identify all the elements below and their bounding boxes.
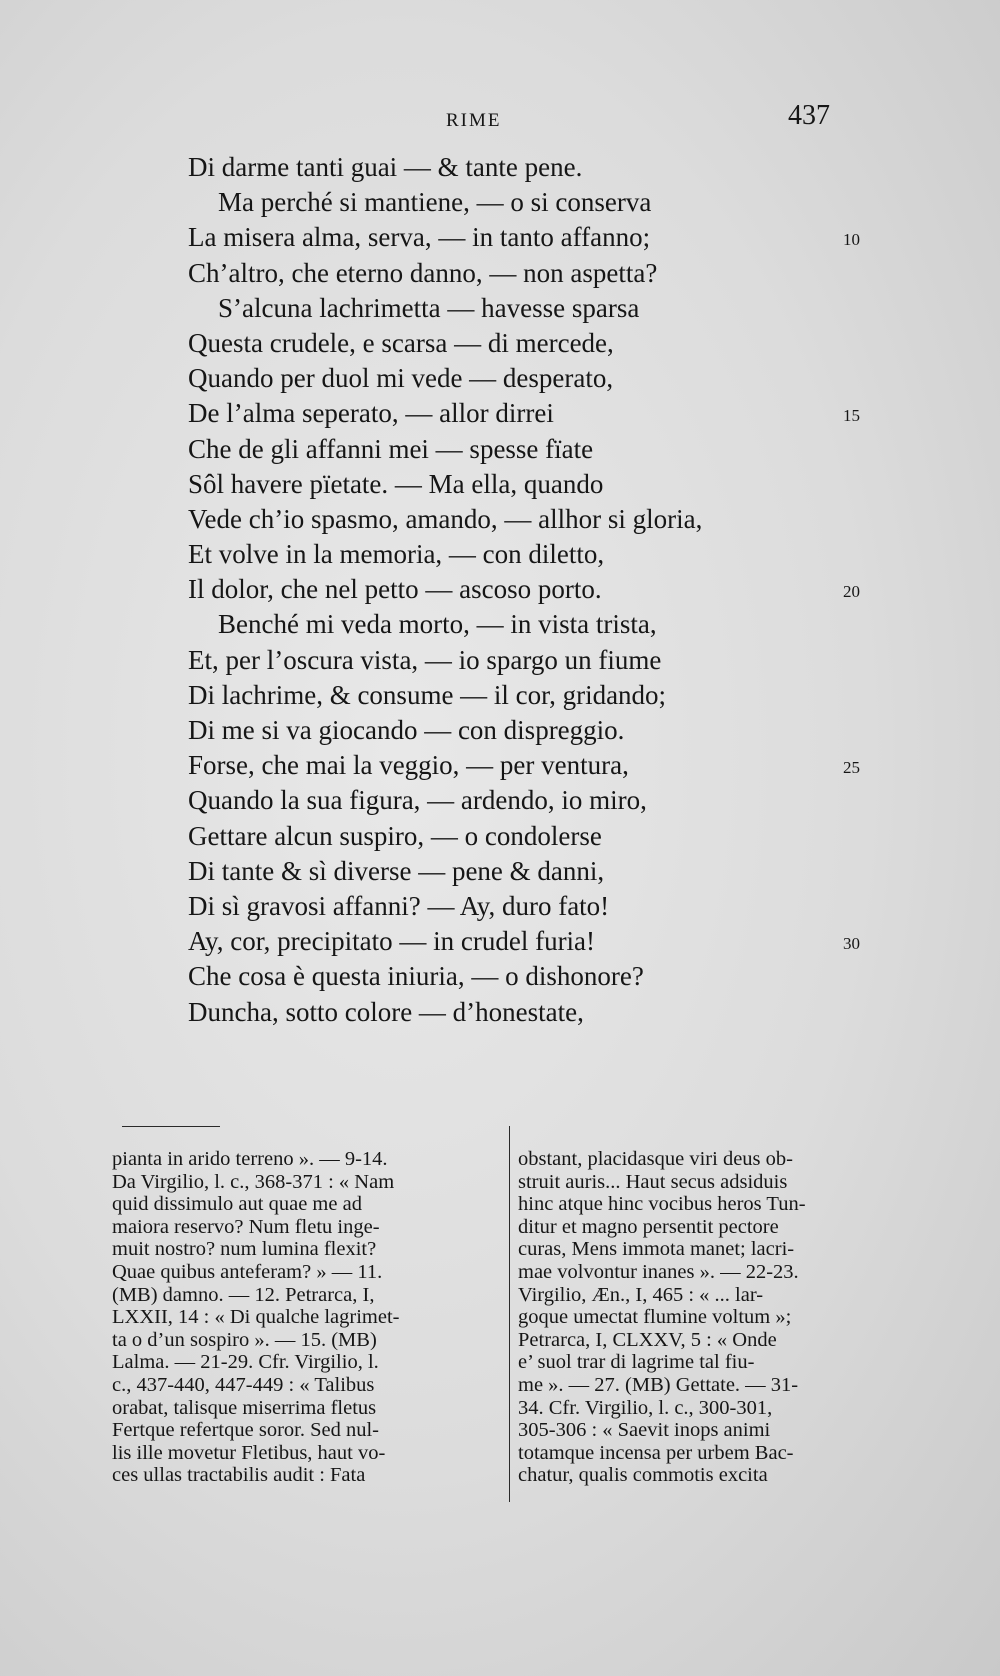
verse-line xyxy=(188,643,888,678)
verse-line xyxy=(188,291,888,326)
verse-line xyxy=(188,959,888,994)
verse-line xyxy=(188,220,888,255)
footnote-line: 305-306 : « Saevit inops animi xyxy=(518,1419,771,1442)
footnote-line: ta o d’un sospiro ». — 15. (MB) xyxy=(112,1328,377,1351)
verse-line xyxy=(188,572,888,607)
footnote-line: orabat, talisque miserrima fletus xyxy=(112,1396,377,1419)
verse-text: Di sì gravosi affanni? — Ay, duro fato! xyxy=(188,890,610,921)
verse-text: Et volve in la memoria, — con diletto, xyxy=(188,539,605,570)
verse-text: Benché mi veda morto, — in vista trista, xyxy=(218,609,657,640)
verse-line xyxy=(188,256,888,291)
verse-text: Ma perché si mantiene, — o si conserva xyxy=(218,187,652,218)
footnote-line: Virgilio, Æn., I, 465 : « ... lar- xyxy=(518,1283,764,1306)
footnote-line: c., 437-440, 447-449 : « Talibus xyxy=(112,1373,375,1396)
footnote-line: Quae quibus anteferam? » — 11. xyxy=(112,1260,383,1283)
verse-line xyxy=(188,995,888,1030)
verse-text: Questa crudele, e scarsa — di mercede, xyxy=(188,327,614,358)
verse-text: Sôl havere pïetate. — Ma ella, quando xyxy=(188,468,604,499)
verse-text: Et, per l’oscura vista, — io spargo un fiume xyxy=(188,644,662,675)
verse-line xyxy=(188,361,888,396)
verse-line xyxy=(188,185,888,220)
verse-text: Che de gli affanni mei — spesse fïate xyxy=(188,433,594,464)
verse-text: Vede ch’io spasmo, amando, — allhor si gloria, xyxy=(188,503,703,534)
verse-text: S’alcuna lachrimetta — havesse sparsa xyxy=(218,292,640,323)
verse-line xyxy=(188,924,888,959)
verse-line xyxy=(188,748,888,783)
verse-line xyxy=(188,713,888,748)
verse-text: Gettare alcun suspiro, — o condolerse xyxy=(188,820,602,851)
footnote-line: Da Virgilio, l. c., 368-371 : « Nam xyxy=(112,1170,395,1193)
verse-text: Di me si va giocando — con dispreggio. xyxy=(188,715,625,745)
line-number: 20 xyxy=(843,582,860,602)
verse-line xyxy=(188,783,888,818)
verse-text: Quando la sua figura, — ardendo, io miro, xyxy=(188,785,647,816)
footnote-line: Petrarca, I, CLXXV, 5 : « Onde xyxy=(518,1328,777,1351)
footnote-line: muit nostro? num lumina flexit? xyxy=(112,1238,377,1261)
verse-line xyxy=(188,889,888,924)
page-number: 437 xyxy=(788,100,830,131)
footnote-line: chatur, qualis commotis excita xyxy=(518,1464,768,1487)
footnote-line: Lalma. — 21-29. Cfr. Virgilio, l. xyxy=(112,1351,379,1374)
footnote-line: LXXII, 14 : « Di qualche lagrimet- xyxy=(112,1306,400,1329)
verse-text: La misera alma, serva, — in tanto affanno; xyxy=(188,222,651,253)
verse-line xyxy=(188,854,888,889)
verse-line xyxy=(188,326,888,361)
verse-text: Ay, cor, precipitato — in crudel furia! xyxy=(188,926,596,957)
verse-line xyxy=(188,678,888,713)
verse-text: Che cosa è questa iniuria, — o dishonore? xyxy=(188,961,644,992)
footnote-line: curas, Mens immota manet; lacri- xyxy=(518,1238,795,1261)
poem-text xyxy=(188,150,888,1030)
verse-text: Quando per duol mi vede — desperato, xyxy=(188,363,614,394)
running-header: RIME xyxy=(446,110,502,131)
line-number: 30 xyxy=(843,934,860,954)
footnote-line: me ». — 27. (MB) Gettate. — 31- xyxy=(518,1373,799,1396)
footnote-line: quid dissimulo aut quae me ad xyxy=(112,1193,362,1216)
verse-text: Forse, che mai la veggio, — per ventura, xyxy=(188,750,629,781)
verse-line xyxy=(188,607,888,642)
footnote-separator xyxy=(122,1126,220,1127)
verse-text: Il dolor, che nel petto — ascoso porto. xyxy=(188,574,602,605)
verse-text: De l’alma seperato, — allor dirrei xyxy=(188,398,554,429)
notes-left-column xyxy=(112,1148,496,1487)
notes-column-divider xyxy=(509,1126,510,1502)
footnote-line: pianta in arido terreno ». — 9-14. xyxy=(112,1148,388,1170)
notes-right-column xyxy=(518,1148,896,1487)
verse-line xyxy=(188,150,888,185)
footnote-line: hinc atque hinc vocibus heros Tun- xyxy=(518,1193,806,1216)
verse-text: Ch’altro, che eterno danno, — non aspetta? xyxy=(188,257,658,288)
footnote-line: lis ille movetur Fletibus, haut vo- xyxy=(112,1441,386,1464)
footnote-line: mae volvontur inanes ». — 22-23. xyxy=(518,1260,799,1283)
verse-line xyxy=(188,467,888,502)
footnote-line: ditur et magno persentit pectore xyxy=(518,1215,779,1238)
verse-line xyxy=(188,502,888,537)
line-number: 10 xyxy=(843,230,860,250)
footnote-line: Fertque refertque soror. Sed nul- xyxy=(112,1419,379,1442)
verse-line xyxy=(188,537,888,572)
verse-text: Duncha, sotto colore — d’honestate, xyxy=(188,996,584,1027)
line-number: 15 xyxy=(843,406,860,426)
footnote-line: (MB) damno. — 12. Petrarca, I, xyxy=(112,1283,375,1306)
line-number: 25 xyxy=(843,758,860,778)
footnote-line: ces ullas tractabilis audit : Fata xyxy=(112,1464,366,1487)
footnote-line: e’ suol trar di lagrime tal fiu- xyxy=(518,1351,755,1374)
footnote-line: 34. Cfr. Virgilio, l. c., 300-301, xyxy=(518,1396,773,1419)
footnote-line: totamque incensa per urbem Bac- xyxy=(518,1441,794,1464)
footnote-line: goque umectat flumine voltum »; xyxy=(518,1306,792,1329)
verse-text: Di tante & sì diverse — pene & danni, xyxy=(188,855,605,886)
verse-line xyxy=(188,819,888,854)
verse-text: Di darme tanti guai — & tante pene. xyxy=(188,152,583,182)
footnote-line: obstant, placidasque viri deus ob- xyxy=(518,1148,793,1170)
verse-text: Di lachrime, & consume — il cor, gridando; xyxy=(188,679,667,710)
verse-line xyxy=(188,396,888,431)
verse-line xyxy=(188,432,888,467)
footnote-line: maiora reservo? Num fletu inge- xyxy=(112,1215,380,1238)
footnote-line: struit auris... Haut secus adsiduis xyxy=(518,1170,788,1193)
